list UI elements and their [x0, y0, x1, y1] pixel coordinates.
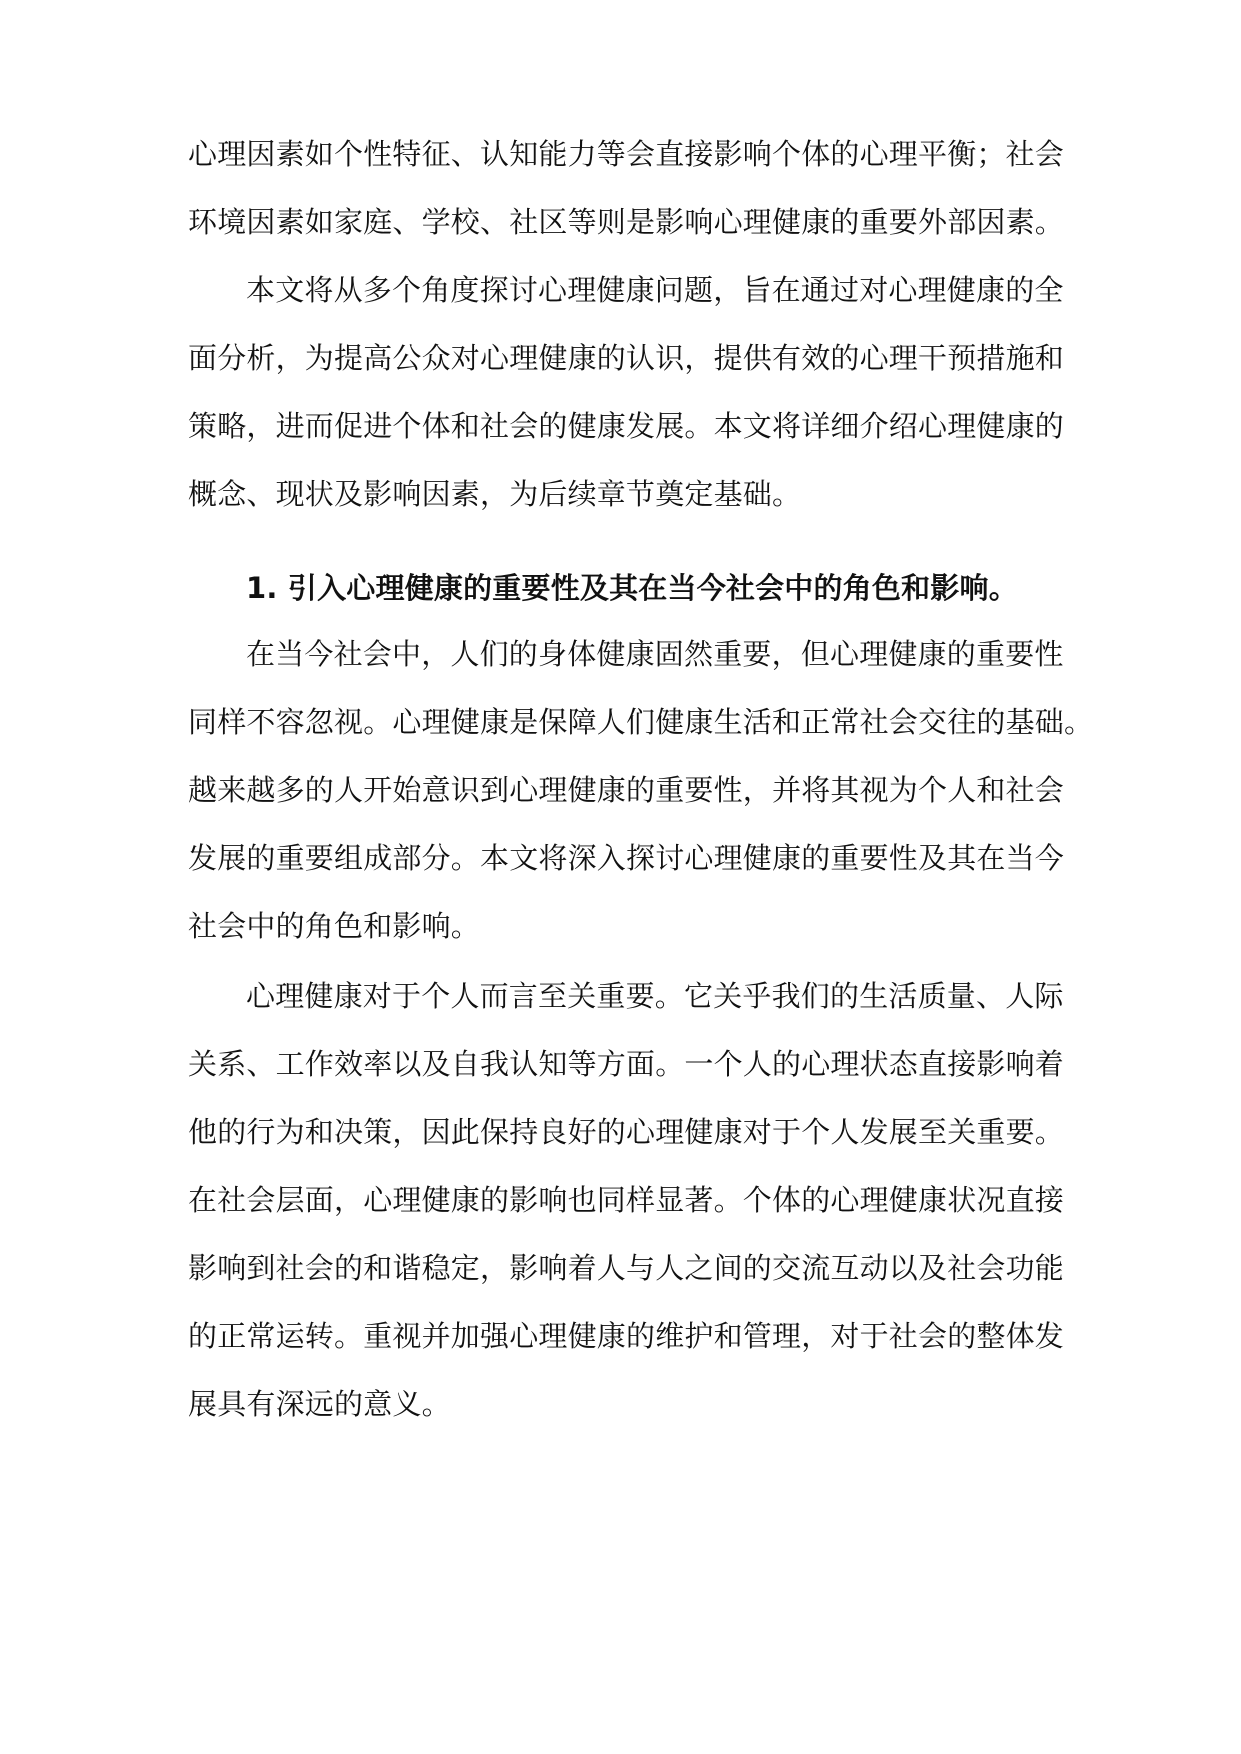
body-text-line: 策略，进而促进个体和社会的健康发展。本文将详细介绍心理健康的 — [188, 409, 1065, 443]
body-text-line: 越来越多的人开始意识到心理健康的重要性，并将其视为个人和社会 — [188, 773, 1065, 807]
body-text-line: 面分析，为提高公众对心理健康的认识，提供有效的心理干预措施和 — [188, 341, 1065, 375]
body-text-line: 的正常运转。重视并加强心理健康的维护和管理，对于社会的整体发 — [188, 1319, 1065, 1353]
body-text-line: 心理因素如个性特征、认知能力等会直接影响个体的心理平衡；社会 — [188, 137, 1065, 171]
body-text-line: 发展的重要组成部分。本文将深入探讨心理健康的重要性及其在当今 — [188, 841, 1065, 875]
body-text-line: 在社会层面，心理健康的影响也同样显著。个体的心理健康状况直接 — [188, 1183, 1065, 1217]
body-text-line: 本文将从多个角度探讨心理健康问题，旨在通过对心理健康的全 — [246, 273, 1064, 307]
body-text-line: 展具有深远的意义。 — [188, 1387, 451, 1421]
body-text-line: 在当今社会中，人们的身体健康固然重要，但心理健康的重要性 — [246, 637, 1064, 671]
body-text-line: 同样不容忽视。心理健康是保障人们健康生活和正常社会交往的基础。 — [188, 705, 1094, 739]
body-text-line: 关系、工作效率以及自我认知等方面。一个人的心理状态直接影响着 — [188, 1047, 1065, 1081]
body-text-line: 他的行为和决策，因此保持良好的心理健康对于个人发展至关重要。 — [188, 1115, 1065, 1149]
section-heading: 1. 引入心理健康的重要性及其在当今社会中的角色和影响。 — [246, 571, 1018, 605]
body-text-line: 心理健康对于个人而言至关重要。它关乎我们的生活质量、人际 — [246, 979, 1064, 1013]
body-text-line: 社会中的角色和影响。 — [188, 909, 481, 943]
body-text-line: 概念、现状及影响因素，为后续章节奠定基础。 — [188, 477, 802, 511]
body-text-line: 环境因素如家庭、学校、社区等则是影响心理健康的重要外部因素。 — [188, 205, 1065, 239]
body-text-line: 影响到社会的和谐稳定，影响着人与人之间的交流互动以及社会功能 — [188, 1251, 1065, 1285]
